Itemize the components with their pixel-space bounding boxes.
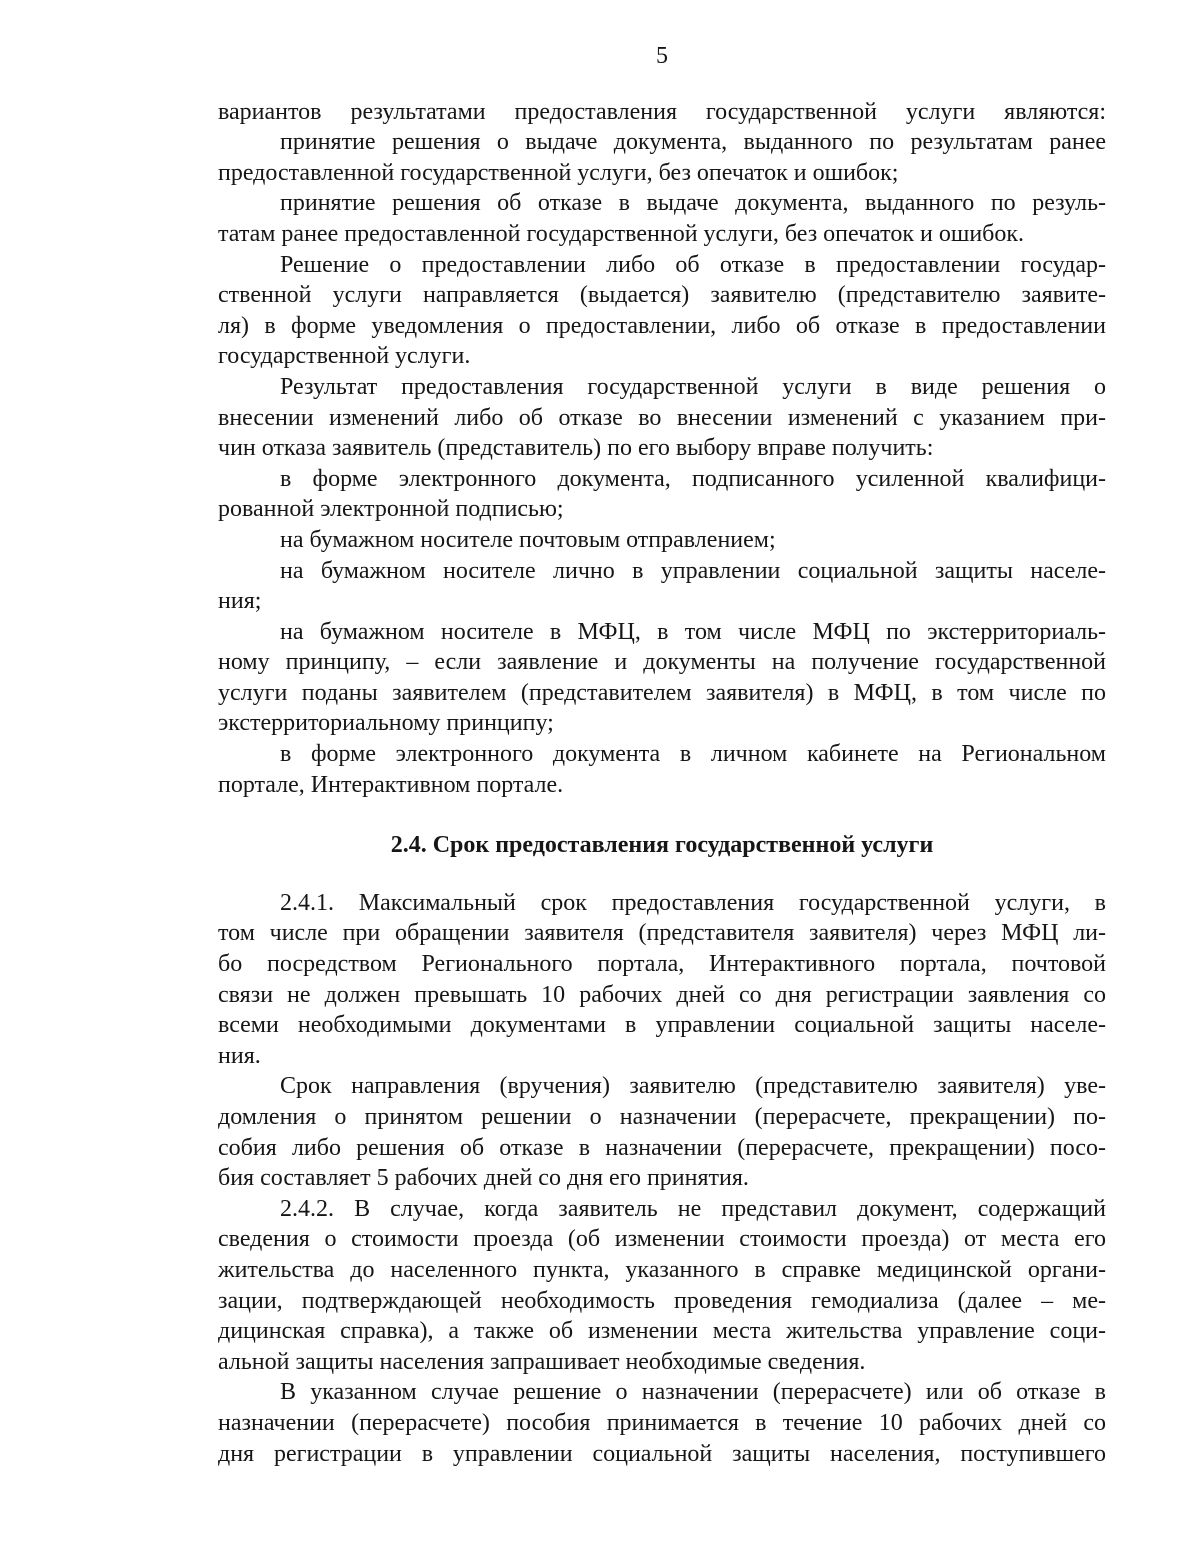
text-line: зации, подтверждающей необходимость проведения гемодиализа (далее – ме- xyxy=(218,1287,1106,1314)
text-line: Срок направления (вручения) заявителю (представителю заявителя) уве- xyxy=(280,1073,1106,1100)
paragraph xyxy=(218,97,1106,128)
text-line: ному принципу, – если заявление и документы на получение государственной xyxy=(218,649,1106,676)
text-line: 2.4.2. В случае, когда заявитель не представил документ, содержащий xyxy=(280,1195,1106,1222)
text-line: том числе при обращении заявителя (представителя заявителя) через МФЦ ли- xyxy=(218,920,1106,947)
text-line: назначении (перерасчете) пособия принимается в течение 10 рабочих дней со xyxy=(218,1409,1106,1436)
text-line: Решение о предоставлении либо об отказе в предоставлении государ- xyxy=(280,251,1106,278)
document-content xyxy=(218,0,1106,1469)
text-line: жительства до населенного пункта, указанного в справке медицинской органи- xyxy=(218,1256,1106,1283)
text-line: экстерриториальному принципу; xyxy=(218,710,554,737)
section-heading: 2.4. Срок предоставления государственной услуги xyxy=(390,832,934,859)
text-line: ственной услуги направляется (выдается) заявителю (представителю заявите- xyxy=(218,282,1106,309)
text-line: на бумажном носителе почтовым отправлением; xyxy=(280,526,776,553)
paragraph xyxy=(218,888,1106,1072)
text-line: дицинская справка), а также об изменении места жительства управление соци- xyxy=(218,1318,1106,1345)
paragraph xyxy=(218,464,1106,525)
paragraph xyxy=(218,188,1106,249)
text-line: ния. xyxy=(218,1042,261,1069)
paragraph xyxy=(218,250,1106,372)
paragraph xyxy=(218,556,1106,617)
paragraph xyxy=(218,739,1106,800)
text-line: дня регистрации в управлении социальной защиты населения, поступившего xyxy=(218,1440,1106,1467)
paragraph xyxy=(218,1377,1106,1469)
text-line: домления о принятом решении о назначении (перерасчете, прекращении) по- xyxy=(218,1104,1106,1130)
text-line: 2.4.1. Максимальный срок предоставления государственной услуги, в xyxy=(280,889,1106,916)
text-line: ля) в форме уведомления о предоставлении, либо об отказе в предоставлении xyxy=(218,312,1106,339)
paragraph xyxy=(218,617,1106,739)
text-line: сведения о стоимости проезда (об изменении стоимости проезда) от места его xyxy=(218,1226,1106,1253)
text-line: услуги поданы заявителем (представителем заявителя) в МФЦ, в том числе по xyxy=(218,679,1106,706)
paragraph xyxy=(218,1071,1106,1193)
text-line: всеми необходимыми документами в управлении социальной защиты населе- xyxy=(218,1012,1106,1039)
paragraph xyxy=(218,1194,1106,1378)
paragraph xyxy=(218,127,1106,188)
text-line: на бумажном носителе в МФЦ, в том числе МФЦ по экстерриториаль- xyxy=(280,618,1106,645)
text-line: принятие решения об отказе в выдаче документа, выданного по резуль- xyxy=(280,190,1106,217)
text-line: бо посредством Регионального портала, Интерактивного портала, почтовой xyxy=(218,951,1106,978)
text-line: связи не должен превышать 10 рабочих дней со дня регистрации заявления со xyxy=(218,981,1106,1008)
text-line: на бумажном носителе лично в управлении социальной защиты населе- xyxy=(280,557,1106,584)
paragraph xyxy=(218,525,1106,556)
text-line: вариантов результатами предоставления государственной услуги являются: xyxy=(218,98,1106,125)
text-line: в форме электронного документа в личном кабинете на Региональном xyxy=(280,741,1106,768)
page-number: 5 xyxy=(656,43,668,69)
text-line: Результат предоставления государственной услуги в виде решения о xyxy=(280,373,1106,400)
text-line: предоставленной государственной услуги, без опечаток и ошибок; xyxy=(218,159,899,186)
text-line: чин отказа заявитель (представитель) по его выбору вправе получить: xyxy=(218,435,934,462)
text-line: татам ранее предоставленной государственной услуги, без опечаток и ошибок. xyxy=(218,220,1025,247)
text-line: принятие решения о выдаче документа, выданного по результатам ранее xyxy=(280,129,1106,156)
document-body xyxy=(218,97,1106,1470)
text-line: альной защиты населения запрашивает необходимые сведения. xyxy=(218,1348,866,1375)
text-line: рованной электронной подписью; xyxy=(218,496,564,523)
text-line: портале, Интерактивном портале. xyxy=(218,771,564,798)
text-line: В указанном случае решение о назначении (перерасчете) или об отказе в xyxy=(280,1379,1106,1406)
text-line: ния; xyxy=(218,588,262,615)
text-line: бия составляет 5 рабочих дней со дня его принятия. xyxy=(218,1165,749,1192)
text-line: собия либо решения об отказе в назначении (перерасчете, прекращении) посо- xyxy=(218,1134,1106,1161)
text-line: в форме электронного документа, подписанного усиленной квалифици- xyxy=(280,465,1106,492)
paragraph xyxy=(218,372,1106,464)
text-line: внесении изменений либо об отказе во внесении изменений с указанием при- xyxy=(218,404,1106,431)
text-line: государственной услуги. xyxy=(218,343,471,370)
